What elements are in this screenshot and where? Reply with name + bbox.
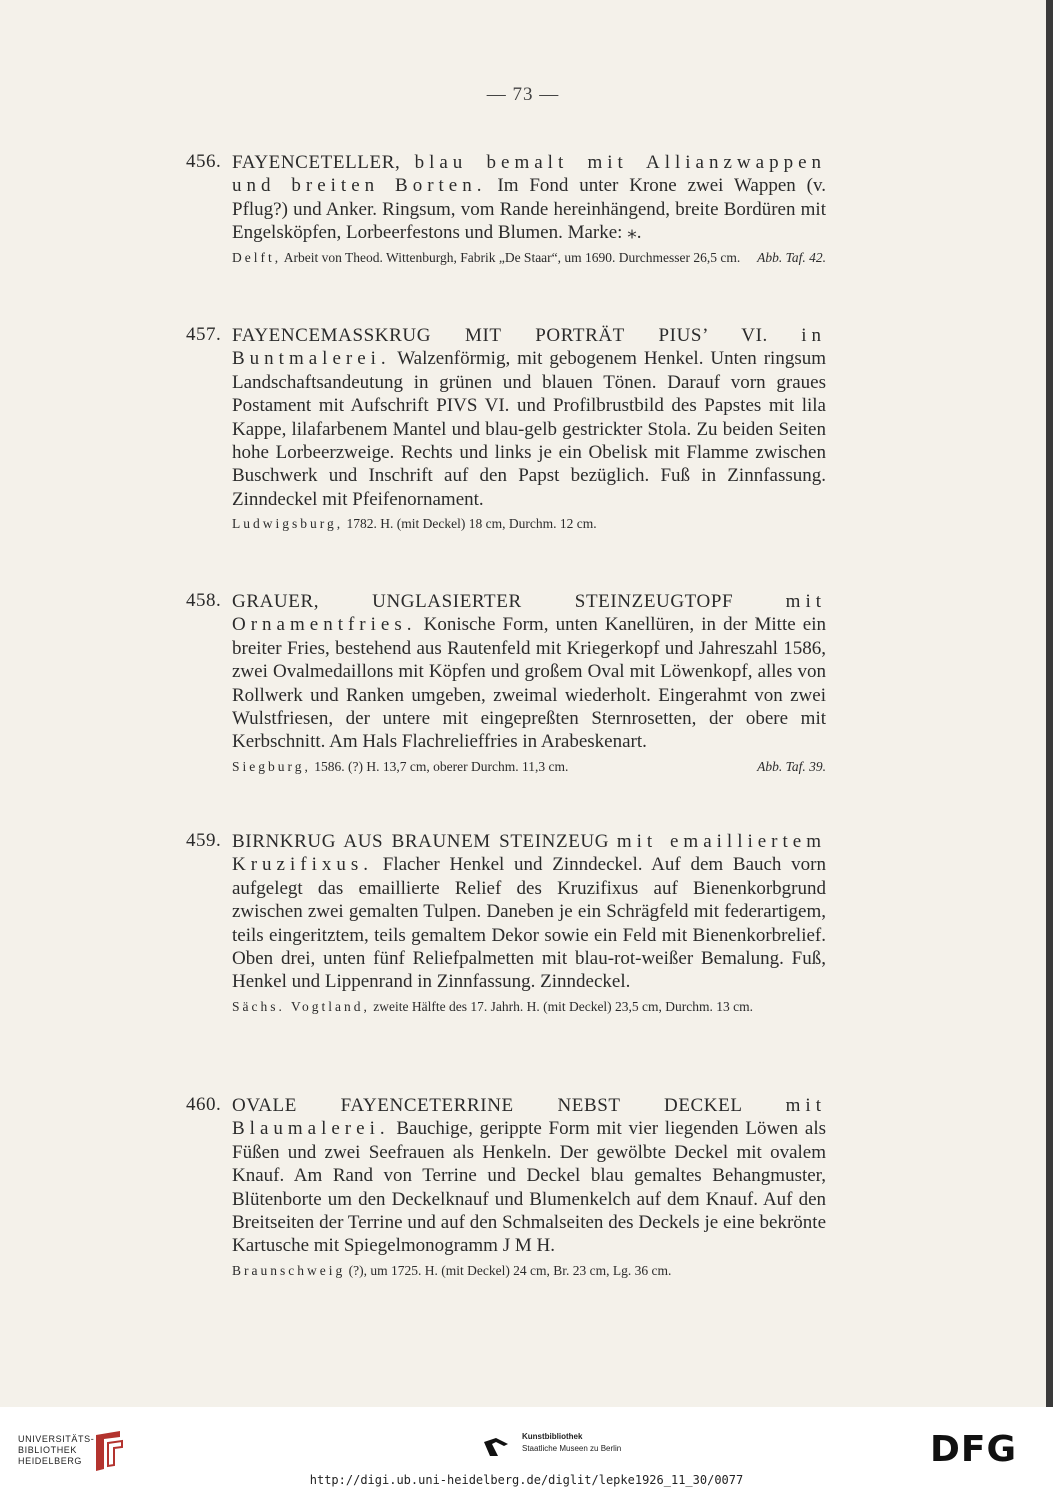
entry-place: Siegburg, bbox=[232, 758, 311, 774]
catalog-entry-456 bbox=[186, 151, 826, 267]
entry-description bbox=[232, 830, 826, 994]
entry-plate-ref: Abb. Taf. 39. bbox=[757, 758, 826, 774]
university-library-label[interactable] bbox=[18, 1434, 94, 1467]
entry-number: 457. bbox=[186, 324, 222, 345]
entry-meta-text: (?), um 1725. H. (mit Deckel) 24 cm, Br. 23 cm, Lg. 36 cm. bbox=[348, 1262, 672, 1278]
entry-plate-ref: Abb. Taf. 42. bbox=[757, 249, 826, 265]
entry-meta-text: 1782. H. (mit Deckel) 18 cm, Durchm. 12 cm. bbox=[346, 516, 597, 532]
permalink-url[interactable]: http://digi.ub.uni-heidelberg.de/diglit/lepke1926_11_30/0077 bbox=[309, 1473, 744, 1487]
kb-title: Kunstbibliothek bbox=[522, 1432, 583, 1441]
entry-place: Ludwigsburg, bbox=[232, 516, 344, 532]
entry-meta-text: Arbeit von Theod. Wittenburgh, Fabrik „De Staar“, um 1690. Durchmesser 26,5 cm. bbox=[283, 249, 741, 265]
catalog-entry-458 bbox=[186, 590, 826, 776]
entry-meta bbox=[232, 757, 826, 776]
entry-title: BIRNKRUG AUS BRAUNEM STEINZEUG bbox=[232, 831, 610, 852]
entry-description bbox=[232, 151, 826, 245]
entry-meta bbox=[232, 514, 826, 533]
entry-text: Im Fond unter Krone zwei Wappen (v. Pflug?) und Anker. Ringsum, vom Rande hereinhängend, breite Bordüren mit Engelsköpfen, Lorbeerfestons und Blumen. Marke: ⁎. bbox=[232, 175, 827, 244]
entry-text: Konische Form, unten Kanellüren, in der Mitte ein breiter Fries, bestehend aus Rautenfeld mit Kriegerkopf und Jahreszahl 1586, zwei Ovalmedaillons mit Köpfen und großem Oval mit Löwenkopf, alles von Rollwerk und Ranken umgeben, zweimal wiederholt. Eingerahmt von zwei Wulstfriesen, der untere mit eingepreßten Sternrosetten, der obere mit Kerbschnitt. Am Hals Flachrelieffries in Arabeskenart. bbox=[232, 614, 827, 753]
entry-text: Walzenförmig, mit gebogenem Henkel. Unten ringsum Landschaftsandeutung in grünen und blauen Tönen. Darauf vorn graues Postament mit Aufschrift PIVS VI. und Profilbrustbild des Papstes mit lila Kappe, lilafarbenem Mantel und blau-gelb gestrickter Stola. Zu beiden Seiten hohe Lorbeerzweige. Rechts und links je ein Obelisk mit Flamme zwischen Buschwerk und Inschrift auf den Papst bezüglich. Fuß in Zinnfassung. Zinndeckel mit Pfeifenornament. bbox=[232, 348, 826, 510]
entry-text: Flacher Henkel und Zinndeckel. Auf dem Bauch vorn aufgelegt das emaillierte Relief des Kruzifixus auf Bienenkorbgrund zwischen zwei gemalten Tulpen. Daneben je ein Schrägfeld mit federartigem, teils eingeritztem, teils gemaltem Dekor sowie ein Feld mit Bienenkorbrelief. Oben drei, unten fünf Reliefpalmetten mit blau-rot-weißer Bemalung. Fuß, Henkel und Lippenrand in Zinnfassung. Zinndeckel. bbox=[232, 854, 826, 993]
entry-description bbox=[232, 324, 826, 511]
entry-subtitle: in Buntmalerei. bbox=[232, 325, 826, 370]
entry-title: GRAUER, UNGLASIERTER STEINZEUGTOPF bbox=[232, 591, 734, 612]
kunstbibliothek-label[interactable] bbox=[522, 1431, 621, 1455]
kunstbibliothek-logo-icon[interactable] bbox=[482, 1432, 514, 1458]
entry-subtitle: mit emailliertem Kruzifixus. bbox=[232, 831, 826, 876]
entry-meta-text: 1586. (?) H. 13,7 cm, oberer Durchm. 11,3 cm. bbox=[314, 758, 569, 774]
entry-subtitle: blau bemalt mit Allianzwappen und breiten Borten. bbox=[232, 152, 827, 197]
university-logo-icon[interactable] bbox=[92, 1429, 126, 1473]
catalog-entry-460 bbox=[186, 1094, 826, 1280]
entry-place: Delft, bbox=[232, 249, 282, 265]
entry-subtitle: mit Blaumalerei. bbox=[232, 1095, 826, 1140]
entry-subtitle: mit Ornamentfries. bbox=[232, 591, 827, 636]
uni-line-1: UNIVERSITÄTS- bbox=[18, 1434, 95, 1444]
uni-line-2: BIBLIOTHEK bbox=[18, 1445, 78, 1455]
entry-meta bbox=[232, 1261, 826, 1280]
entry-meta bbox=[232, 248, 826, 267]
entry-number: 459. bbox=[186, 830, 222, 851]
page-number: — 73 — bbox=[486, 84, 560, 105]
entry-meta-text: zweite Hälfte des 17. Jahrh. H. (mit Deckel) 23,5 cm, Durchm. 13 cm. bbox=[373, 998, 754, 1014]
catalog-entry-459 bbox=[186, 830, 826, 1016]
entry-place: Braunschweig bbox=[232, 1262, 346, 1278]
entry-number: 460. bbox=[186, 1094, 222, 1115]
scan-edge bbox=[1046, 0, 1053, 1407]
entry-description bbox=[232, 1094, 826, 1258]
entry-title: FAYENCETELLER, bbox=[232, 152, 401, 173]
catalog-entry-457 bbox=[186, 324, 826, 533]
entry-meta bbox=[232, 997, 826, 1016]
dfg-logo[interactable]: DFG bbox=[930, 1429, 1018, 1470]
entry-number: 456. bbox=[186, 151, 222, 172]
entry-number: 458. bbox=[186, 590, 222, 611]
entry-title: FAYENCEMASSKRUG MIT PORTRÄT PIUS’ VI. bbox=[232, 325, 768, 346]
entry-title: OVALE FAYENCETERRINE NEBST DECKEL bbox=[232, 1095, 743, 1116]
uni-line-3: HEIDELBERG bbox=[18, 1456, 83, 1466]
kb-subtitle: Staatliche Museen zu Berlin bbox=[522, 1444, 622, 1453]
digitization-footer bbox=[0, 1407, 1053, 1490]
entry-description bbox=[232, 590, 826, 754]
entry-place: Sächs. Vogtland, bbox=[232, 998, 370, 1014]
entry-text: Bauchige, gerippte Form mit vier liegenden Löwen als Füßen und zwei Seefrauen als Henkeln. Der gewölbte Deckel mit ovalem Knauf. Am Rand von Terrine und Deckel blau gemaltes Behangmuster, Blütenborte um den Deckelknauf und Blumenkelch auf dem Knauf. Auf den Breitseiten der Terrine und auf den Schmalseiten des Deckels je eine bekrönte Kartusche mit Spiegelmonogramm J M H. bbox=[232, 1118, 826, 1257]
